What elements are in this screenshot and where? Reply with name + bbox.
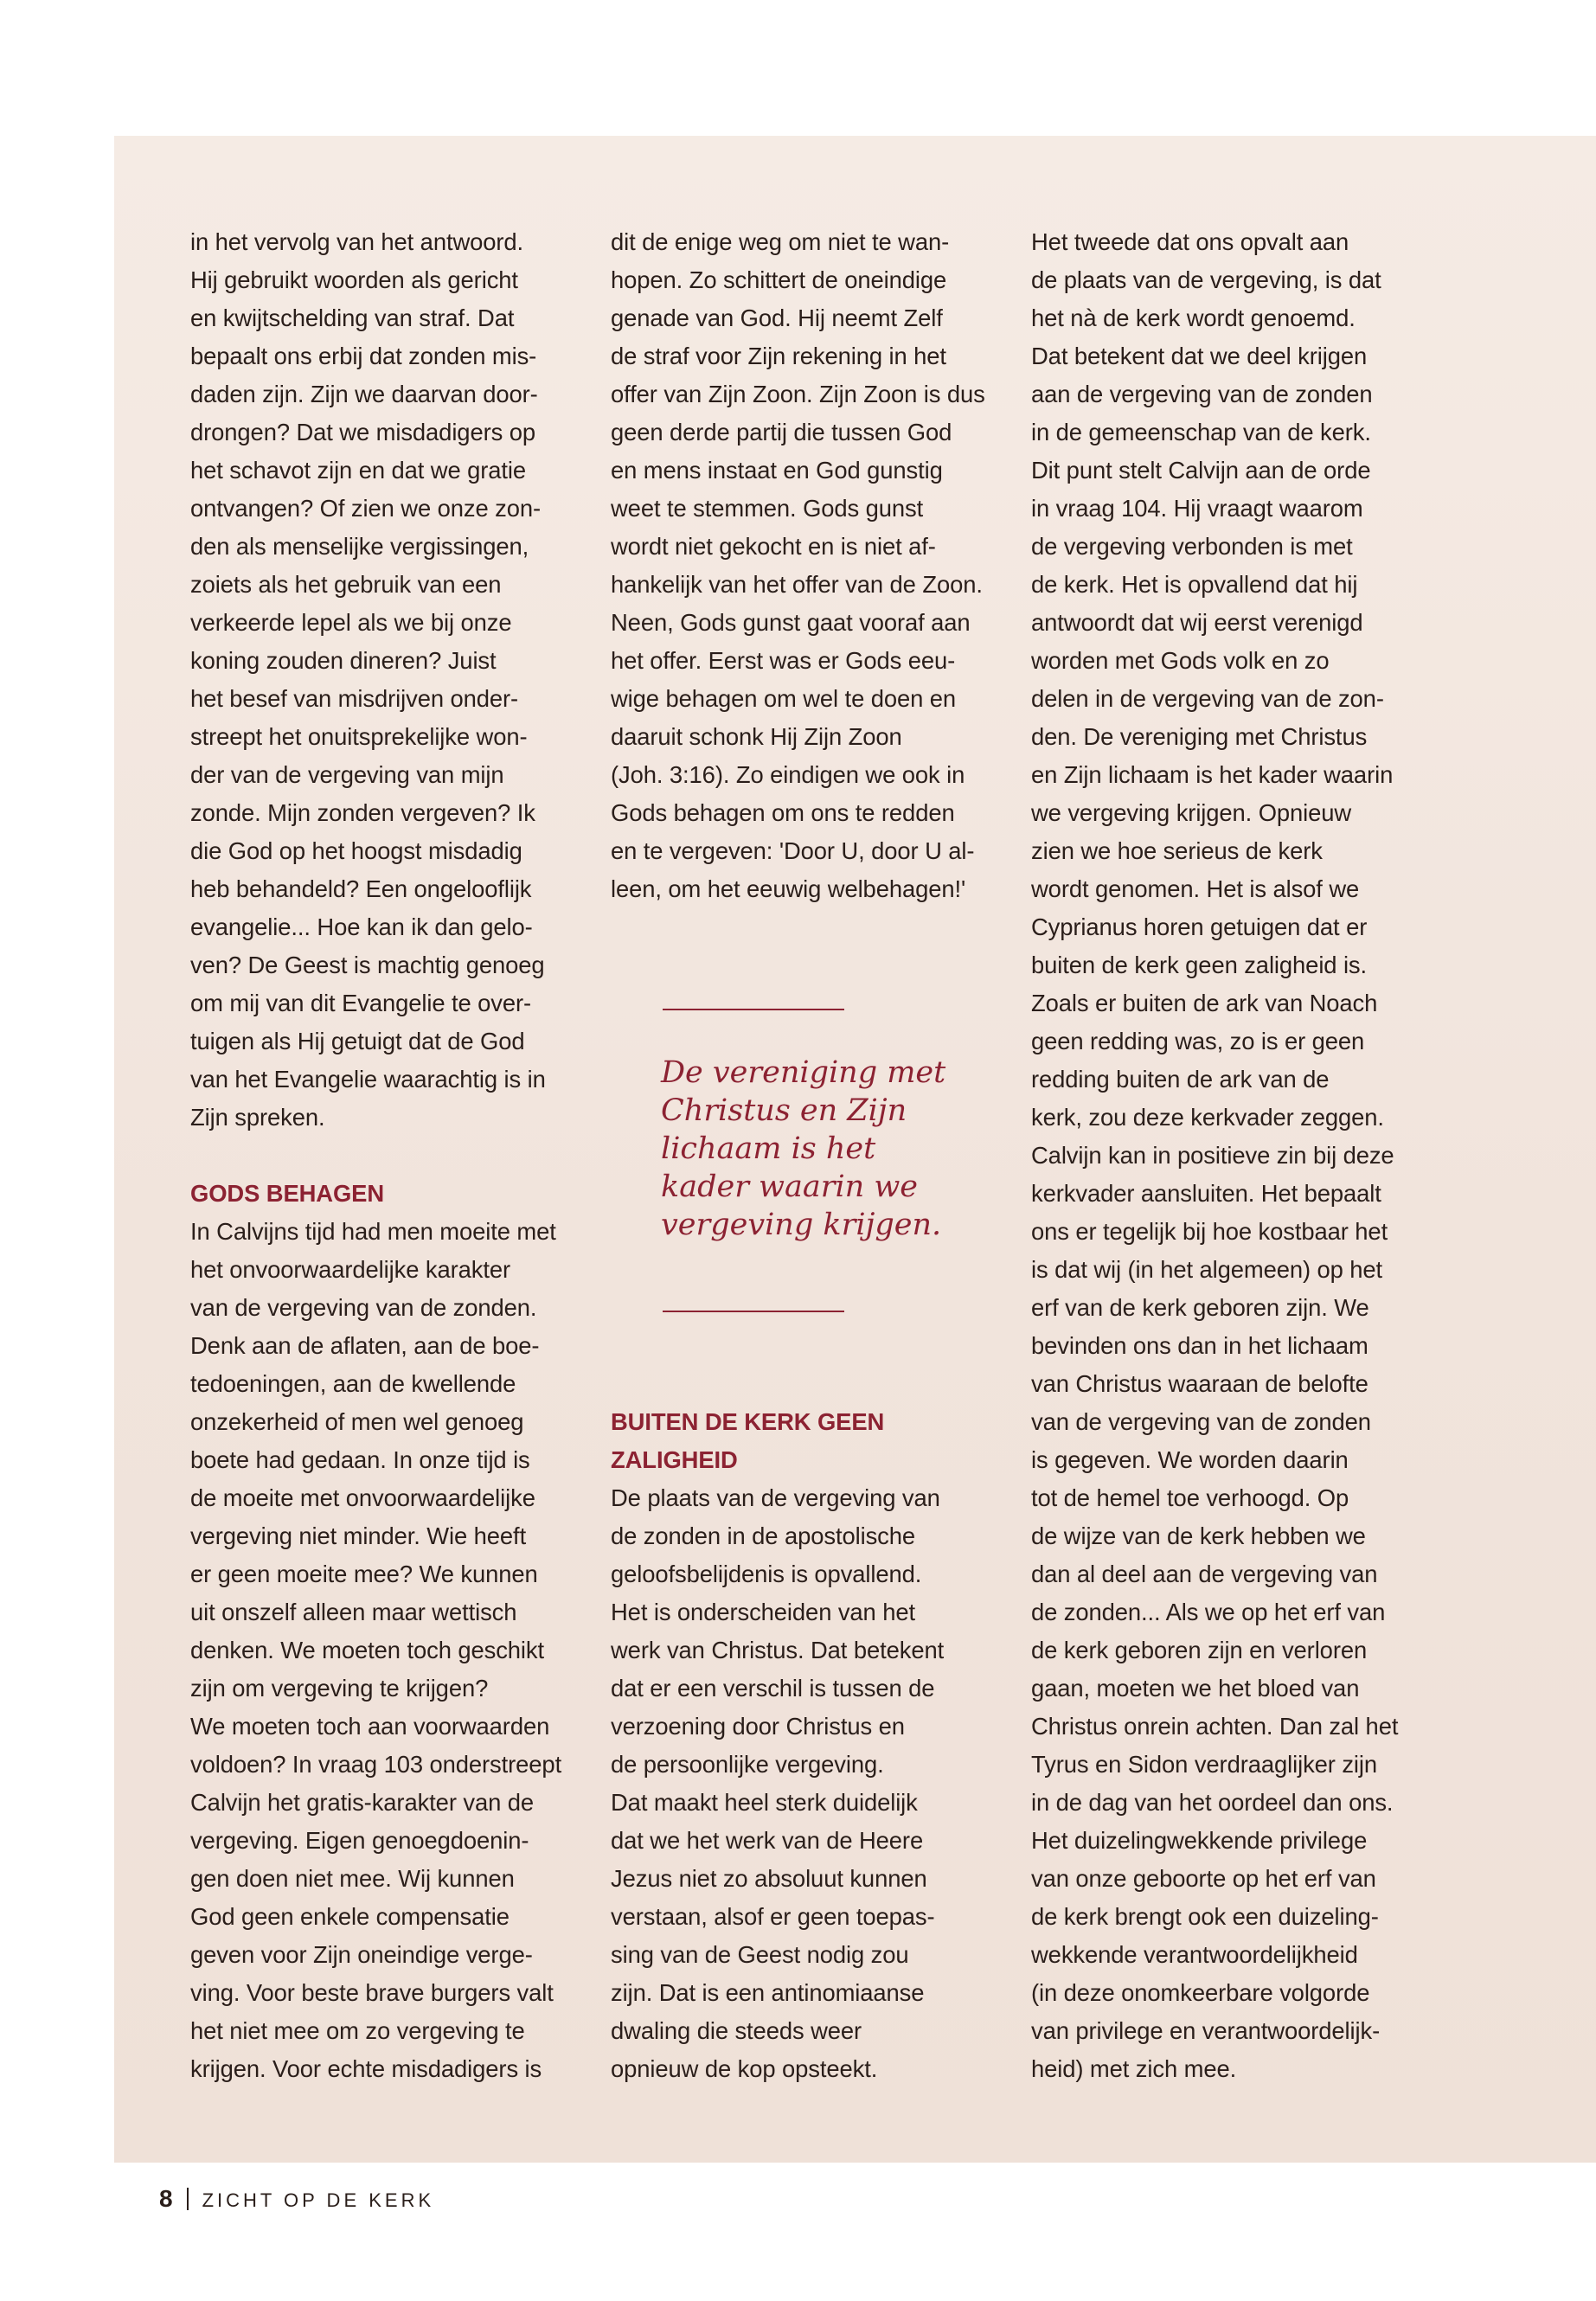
text-line: Calvijn kan in positieve zin bij deze [1031, 1142, 1394, 1169]
text-line: Christus en Zijn [661, 1093, 907, 1128]
text-line: lichaam is het [661, 1131, 876, 1166]
text-line: Dat betekent dat we deel krijgen [1031, 343, 1368, 369]
text-line: dan al deel aan de vergeving van [1031, 1561, 1378, 1587]
text-line: sing van de Geest nodig zou [611, 1941, 909, 1968]
column-3-paragraph [1031, 223, 1420, 2088]
text-line: den. De vereniging met Christus [1031, 723, 1368, 750]
text-line: de kerk geboren zijn en verloren [1031, 1637, 1368, 1663]
text-line: zijn. Dat is een antinomiaanse [611, 1979, 925, 2006]
text-line: Cyprianus horen getuigen dat er [1031, 913, 1368, 940]
text-line: delen in de vergeving van de zon- [1031, 685, 1384, 712]
text-line: en te vergeven: 'Door U, door U al- [611, 837, 975, 864]
text-line: die God op het hoogst misdadig [190, 837, 522, 864]
text-line: ons er tegelijk bij hoe kostbaar het [1031, 1218, 1388, 1245]
text-line: de vergeving verbonden is met [1031, 533, 1353, 560]
text-line: Gods behagen om ons te redden [611, 799, 955, 826]
text-line: evangelie... Hoe kan ik dan gelo- [190, 913, 533, 940]
text-line: vergeving. Eigen genoegdoenin- [190, 1827, 529, 1854]
text-line: zien we hoe serieus de kerk [1031, 837, 1323, 864]
text-line: het nà de kerk wordt genoemd. [1031, 304, 1356, 331]
text-line: de zonden... Als we op het erf van [1031, 1599, 1386, 1625]
text-line: opnieuw de kop opsteekt. [611, 2055, 878, 2082]
text-line: den als menselijke vergissingen, [190, 533, 529, 560]
text-line: streept het onuitsprekelijke won- [190, 723, 528, 750]
article-column-3 [1031, 223, 1420, 2088]
text-line: Zijn spreken. [190, 1104, 325, 1131]
text-line: genade van God. Hij neemt Zelf [611, 304, 943, 331]
text-line: werk van Christus. Dat betekent [611, 1637, 945, 1663]
text-line: buiten de kerk geen zaligheid is. [1031, 952, 1368, 978]
text-line: dat we het werk van de Heere [611, 1827, 924, 1854]
text-line: van het Evangelie waarachtig is in [190, 1066, 546, 1093]
text-line: in het vervolg van het antwoord. [190, 228, 524, 255]
text-line: Jezus niet zo absoluut kunnen [611, 1865, 927, 1892]
text-line: de straf voor Zijn rekening in het [611, 343, 946, 369]
text-line: krijgen. Voor echte misdadigers is [190, 2055, 542, 2082]
article-column-2 [611, 223, 1000, 908]
text-line: het onvoorwaardelijke karakter [190, 1256, 511, 1283]
pullquote-rule-bottom [663, 1311, 844, 1312]
text-line: dit de enige weg om niet te wan- [611, 228, 950, 255]
text-line: kerk, zou deze kerkvader zeggen. [1031, 1104, 1384, 1131]
text-line: dat er een verschil is tussen de [611, 1675, 935, 1702]
text-line: geen derde partij die tussen God [611, 419, 952, 445]
text-line: geven voor Zijn oneindige verge- [190, 1941, 533, 1968]
column-1-paragraph-b [190, 1213, 580, 2088]
text-line: in de dag van het oordeel dan ons. [1031, 1789, 1394, 1816]
text-line: We moeten toch aan voorwaarden [190, 1713, 550, 1740]
text-line: heid) met zich mee. [1031, 2055, 1237, 2082]
text-line: leen, om het eeuwig welbehagen!' [611, 875, 966, 902]
text-line: antwoordt dat wij eerst verenigd [1031, 609, 1363, 636]
text-line: zijn om vergeving te krijgen? [190, 1675, 489, 1702]
text-line: erf van de kerk geboren zijn. We [1031, 1294, 1369, 1321]
text-line: van onze geboorte op het erf van [1031, 1865, 1376, 1892]
text-line: is dat wij (in het algemeen) op het [1031, 1256, 1383, 1283]
magazine-title: ZICHT OP DE KERK [202, 2189, 435, 2211]
text-line: dwaling die steeds weer [611, 2017, 862, 2044]
text-line: zoiets als het gebruik van een [190, 571, 502, 598]
text-line: van de vergeving van de zonden [1031, 1408, 1371, 1435]
text-line: van privilege en verantwoordelijk- [1031, 2017, 1381, 2044]
text-line: voldoen? In vraag 103 onderstreept [190, 1751, 562, 1778]
footer-divider [187, 2188, 189, 2210]
text-line: Christus onrein achten. Dan zal het [1031, 1713, 1399, 1740]
section-heading-buiten-de-kerk-2: ZALIGHEID [611, 1446, 738, 1473]
text-line: boete had gedaan. In onze tijd is [190, 1446, 530, 1473]
text-line: uit onszelf alleen maar wettisch [190, 1599, 517, 1625]
text-line: gen doen niet mee. Wij kunnen [190, 1865, 515, 1892]
text-line: daden zijn. Zijn we daarvan door- [190, 381, 538, 407]
text-line: wekkende verantwoordelijkheid [1031, 1941, 1358, 1968]
text-line: verzoening door Christus en [611, 1713, 905, 1740]
text-line: koning zouden dineren? Juist [190, 647, 497, 674]
text-line: der van de vergeving van mijn [190, 761, 504, 788]
text-line: ven? De Geest is machtig genoeg [190, 952, 545, 978]
text-line: Het is onderscheiden van het [611, 1599, 915, 1625]
text-line: tuigen als Hij getuigt dat de God [190, 1028, 525, 1054]
text-line: verstaan, alsof er geen toepas- [611, 1903, 935, 1930]
text-line: Denk aan de aflaten, aan de boe- [190, 1332, 540, 1359]
text-line: geloofsbelijdenis is opvallend. [611, 1561, 922, 1587]
text-line: het offer. Eerst was er Gods eeu- [611, 647, 956, 674]
text-line: aan de vergeving van de zonden [1031, 381, 1373, 407]
text-line: ving. Voor beste brave burgers valt [190, 1979, 554, 2006]
text-line: we vergeving krijgen. Opnieuw [1031, 799, 1352, 826]
text-line: bepaalt ons erbij dat zonden mis- [190, 343, 537, 369]
text-line: verkeerde lepel als we bij onze [190, 609, 512, 636]
section-heading-gods-behagen: GODS BEHAGEN [190, 1180, 385, 1207]
text-line: ontvangen? Of zien we onze zon- [190, 495, 541, 522]
article-column-2b [611, 1403, 1000, 2088]
article-column-1 [190, 223, 580, 2088]
text-line: van Christus waaraan de belofte [1031, 1370, 1368, 1397]
text-line: zonde. Mijn zonden vergeven? Ik [190, 799, 535, 826]
text-line: in de gemeenschap van de kerk. [1031, 419, 1371, 445]
text-line: de plaats van de vergeving, is dat [1031, 266, 1381, 293]
text-line: wordt genomen. Het is alsof we [1031, 875, 1360, 902]
text-line: en Zijn lichaam is het kader waarin [1031, 761, 1394, 788]
text-line: gaan, moeten we het bloed van [1031, 1675, 1360, 1702]
text-line: kader waarin we [661, 1170, 919, 1204]
column-2-paragraph-b [611, 1479, 1000, 2088]
page-footer [159, 2180, 434, 2218]
text-line: drongen? Dat we misdadigers op [190, 419, 535, 445]
text-line: wige behagen om wel te doen en [611, 685, 957, 712]
page-number: 8 [159, 2185, 173, 2212]
text-line: weet te stemmen. Gods gunst [611, 495, 924, 522]
text-line: onzekerheid of men wel genoeg [190, 1408, 524, 1435]
column-2-paragraph [611, 223, 1000, 908]
text-line: denken. We moeten toch geschikt [190, 1637, 545, 1663]
pullquote-rule-top [663, 1009, 844, 1010]
text-line: Neen, Gods gunst gaat vooraf aan [611, 609, 971, 636]
text-line: kerkvader aansluiten. Het bepaalt [1031, 1180, 1381, 1207]
text-line: en kwijtschelding van straf. Dat [190, 304, 515, 331]
text-line: de kerk brengt ook een duizeling- [1031, 1903, 1379, 1930]
section-heading-buiten-de-kerk-1: BUITEN DE KERK GEEN [611, 1408, 885, 1435]
text-line: Het tweede dat ons opvalt aan [1031, 228, 1349, 255]
text-line: In Calvijns tijd had men moeite met [190, 1218, 556, 1245]
text-line: het niet mee om zo vergeving te [190, 2017, 525, 2044]
text-line: is gegeven. We worden daarin [1031, 1446, 1349, 1473]
text-line: daaruit schonk Hij Zijn Zoon [611, 723, 902, 750]
text-line: er geen moeite mee? We kunnen [190, 1561, 538, 1587]
text-line: Tyrus en Sidon verdraaglijker zijn [1031, 1751, 1378, 1778]
text-line: de moeite met onvoorwaardelijke [190, 1484, 535, 1511]
text-line: Zoals er buiten de ark van Noach [1031, 990, 1378, 1016]
text-line: geen redding was, zo is er geen [1031, 1028, 1365, 1054]
text-line: hopen. Zo schittert de oneindige [611, 266, 947, 293]
text-line: Dat maakt heel sterk duidelijk [611, 1789, 918, 1816]
text-line: worden met Gods volk en zo [1031, 647, 1330, 674]
text-line: bevinden ons dan in het lichaam [1031, 1332, 1368, 1359]
text-line: vergeving niet minder. Wie heeft [190, 1522, 527, 1549]
text-line: offer van Zijn Zoon. Zijn Zoon is dus [611, 381, 985, 407]
text-line: en mens instaat en God gunstig [611, 457, 943, 484]
text-line: Calvijn het gratis-karakter van de [190, 1789, 534, 1816]
text-line: wordt niet gekocht en is niet af- [611, 533, 936, 560]
text-line: tot de hemel toe verhoogd. Op [1031, 1484, 1349, 1511]
text-line: het besef van misdrijven onder- [190, 685, 519, 712]
text-line: Dit punt stelt Calvijn aan de orde [1031, 457, 1371, 484]
text-line: de persoonlijke vergeving. [611, 1751, 884, 1778]
text-line: redding buiten de ark van de [1031, 1066, 1330, 1093]
text-line: de wijze van de kerk hebben we [1031, 1522, 1366, 1549]
text-line: Hij gebruikt woorden als gericht [190, 266, 518, 293]
text-line: God geen enkele compensatie [190, 1903, 510, 1930]
text-line: hankelijk van het offer van de Zoon. [611, 571, 983, 598]
text-line: heb behandeld? Een ongelooflijk [190, 875, 532, 902]
text-line: om mij van dit Evangelie te over- [190, 990, 532, 1016]
text-line: de zonden in de apostolische [611, 1522, 916, 1549]
text-line: tedoeningen, aan de kwellende [190, 1370, 516, 1397]
text-line: Het duizelingwekkende privilege [1031, 1827, 1368, 1854]
text-line: (Joh. 3:16). Zo eindigen we ook in [611, 761, 965, 788]
text-line: (in deze onomkeerbare volgorde [1031, 1979, 1370, 2006]
text-line: De plaats van de vergeving van [611, 1484, 940, 1511]
text-line: in vraag 104. Hij vraagt waarom [1031, 495, 1363, 522]
text-line: van de vergeving van de zonden. [190, 1294, 537, 1321]
text-line: vergeving krijgen. [661, 1208, 942, 1242]
column-1-paragraph [190, 223, 580, 1137]
text-line: de kerk. Het is opvallend dat hij [1031, 571, 1358, 598]
pullquote [661, 1054, 990, 1244]
text-line: het schavot zijn en dat we gratie [190, 457, 527, 484]
text-line: De vereniging met [661, 1055, 946, 1090]
